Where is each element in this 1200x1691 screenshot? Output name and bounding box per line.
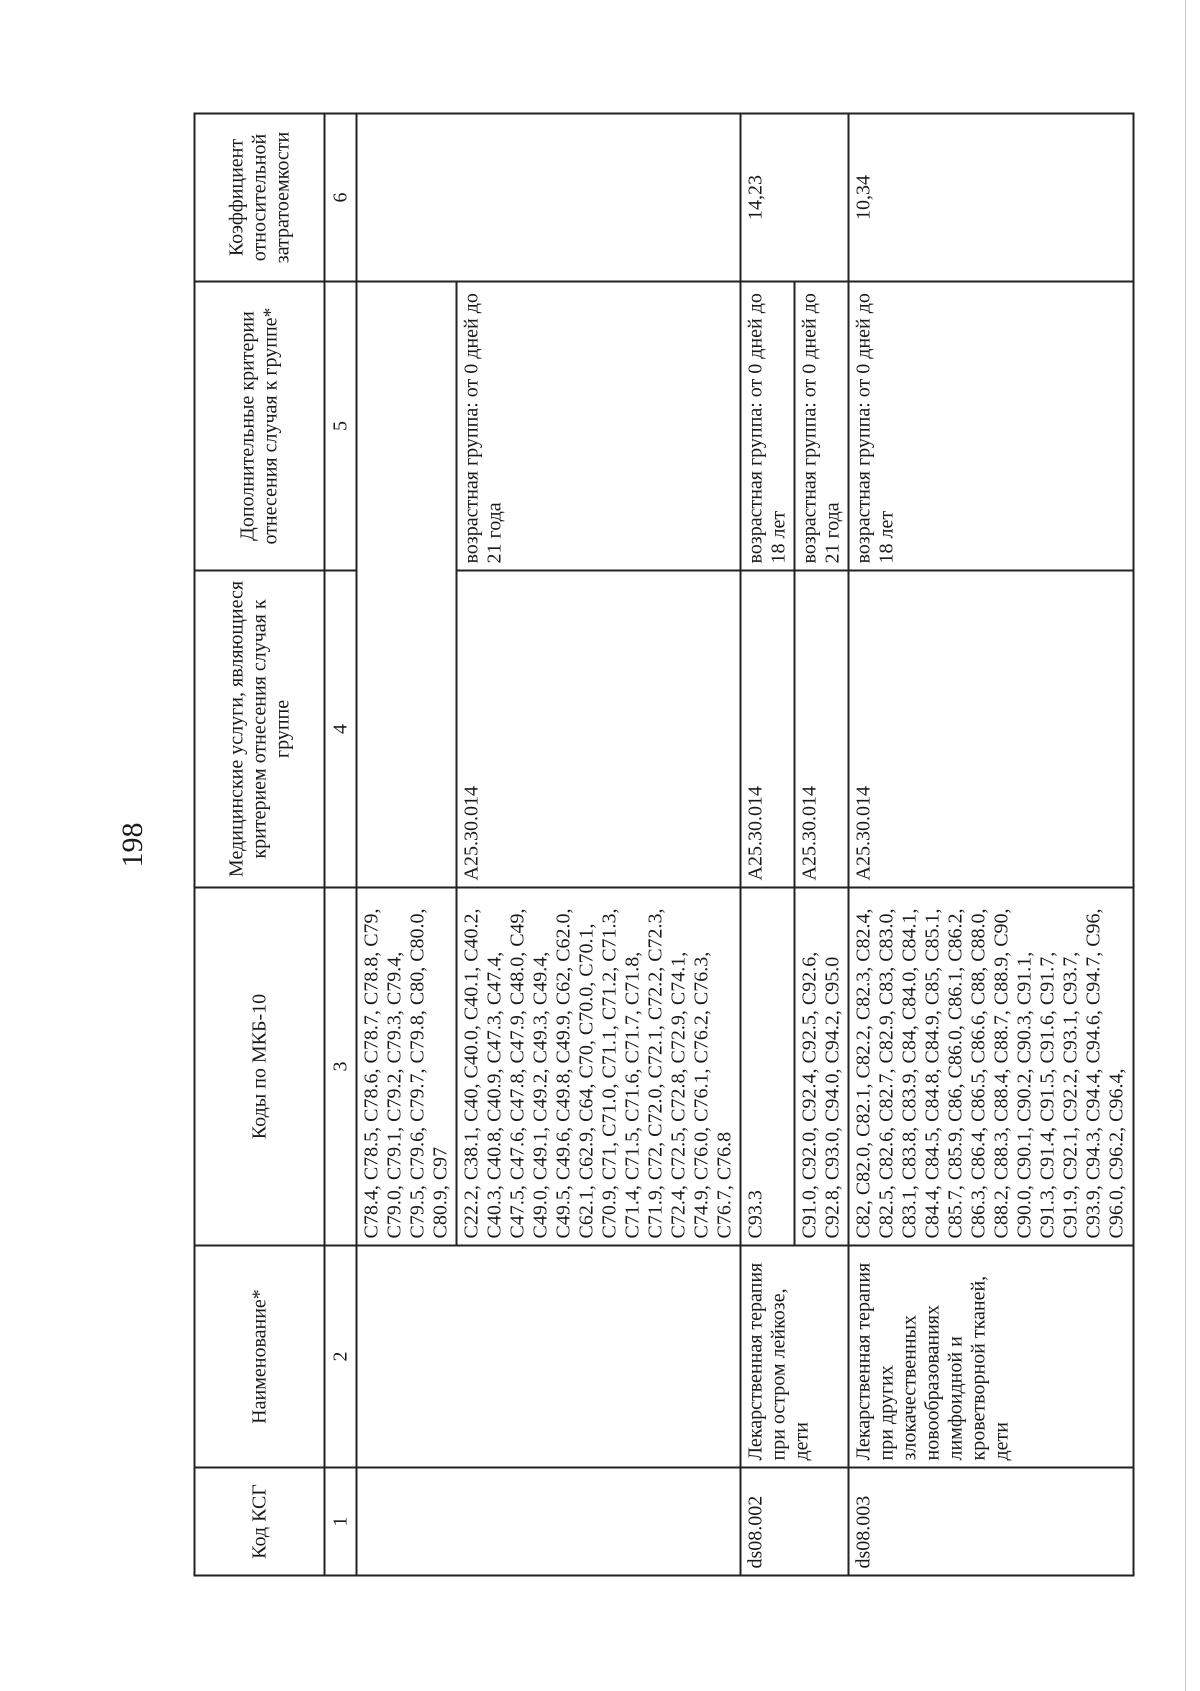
column-number: 4 — [325, 571, 357, 888]
column-number-row — [325, 114, 357, 1576]
additional-criteria-cell: возрастная группа: от 0 дней до 21 года — [457, 282, 741, 571]
header-additional-criteria: Дополнительные критерии отнесения случая к группе* — [195, 282, 325, 571]
medical-service-cell: A25.30.014 — [795, 571, 849, 888]
coefficient-cell — [357, 114, 741, 282]
coefficient-cell: 10,34 — [849, 114, 1134, 282]
header-ksg-code: Код КСГ — [195, 1468, 325, 1576]
additional-criteria-cell: возрастная группа: от 0 дней до 21 года — [795, 282, 849, 571]
header-name: Наименование* — [195, 1246, 325, 1468]
table-row — [357, 114, 457, 1576]
ksg-table — [194, 113, 1135, 1577]
page-edge-line — [1185, 0, 1186, 1691]
mkb-codes-cell: C91.0, C92.0, C92.4, C92.5, C92.6, C92.8, C93.0, C94.0, C94.2, C95.0 — [795, 888, 849, 1246]
coefficient-cell: 14,23 — [741, 114, 849, 282]
medical-service-cell: A25.30.014 — [457, 571, 741, 888]
table-row — [849, 114, 1134, 1576]
ksg-name-cell: Лекарственная терапия при других злокачественных новообразованиях лимфоидной и кроветворной тканей, дети — [849, 1246, 1134, 1468]
ksg-code-cell — [357, 1468, 741, 1576]
column-number: 1 — [325, 1468, 357, 1576]
rotated-page-content — [194, 115, 1129, 1577]
column-number: 5 — [325, 282, 357, 571]
column-number: 3 — [325, 888, 357, 1246]
ksg-name-cell — [357, 1246, 741, 1468]
medical-service-cell: A25.30.014 — [741, 571, 795, 888]
mkb-codes-cell: C93.3 — [741, 888, 795, 1246]
ksg-name-cell: Лекарственная терапия при остром лейкозе, дети — [741, 1246, 849, 1468]
mkb-codes-cell: C78.4, C78.5, C78.6, C78.7, C78.8, C79, C79.0, C79.1, C79.2, C79.3, C79.4, C79.5, C79.6, C79.7, C79.8, C80, C80.0, C80.9, C97 — [357, 888, 457, 1246]
ksg-code-cell: ds08.003 — [849, 1468, 1134, 1576]
mkb-codes-cell: C22.2, C38.1, C40, C40.0, C40.1, C40.2, C40.3, C40.8, C40.9, C47.3, C47.4, C47.5, C47.6, C47.8, C47.9, C48.0, C49, C49.0, C49.1, C49.2, C49.3, C49.4, C49.5, C49.6, C49.8, C49.9, C62, C62.0, C62.1, C62.9, C64, C70, C70.0, C70.1, C70.9, C71, C71.0, C71.1, C71.2, C71.3, C71.4, C71.5, C71.6, C71.7, C71.8, C71.9, C72, C72.0, C72.1, C72.2, C72.3, C72.4, C72.5, C72.8, C72.9, C74.1, C74.9, C76.0, C76.1, C76.2, C76.3, C76.7, C76.8 — [457, 888, 741, 1246]
mkb-codes-cell: C82, C82.0, C82.1, C82.2, C82.3, C82.4, C82.5, C82.6, C82.7, C82.9, C83, C83.0, C83.1, C83.8, C83.9, C84, C84.0, C84.1, C84.4, C84.5, C84.8, C84.9, C85, C85.1, C85.7, C85.9, C86, C86.0, C86.1, C86.2, C86.3, C86.4, C86.5, C86.6, C88, C88.0, C88.2, C88.3, C88.4, C88.7, C88.9, C90, C90.0, C90.1, C90.2, C90.3, C91.1, C91.3, C91.4, C91.5, C91.6, C91.7, C91.9, C92.1, C92.2, C93.1, C93.7, C93.9, C94.3, C94.4, C94.6, C94.7, C96, C96.0, C96.2, C96.4, — [849, 888, 1134, 1246]
column-number: 6 — [325, 114, 357, 282]
additional-criteria-cell: возрастная группа: от 0 дней до 18 лет — [741, 282, 795, 571]
header-mkb-codes: Коды по МКБ-10 — [195, 888, 325, 1246]
page-number: 198 — [116, 822, 149, 868]
table-row — [741, 114, 795, 1576]
header-medical-services: Медицинские услуги, являющиеся критерием отнесения случая к группе — [195, 571, 325, 888]
medical-service-cell: A25.30.014 — [849, 571, 1134, 888]
table-header-row — [195, 114, 325, 1576]
column-number: 2 — [325, 1246, 357, 1468]
additional-criteria-cell: возрастная группа: от 0 дней до 18 лет — [849, 282, 1134, 571]
ksg-code-cell: ds08.002 — [741, 1468, 849, 1576]
empty-cell — [357, 282, 457, 888]
header-coefficient: Коэффициент относительной затратоемкости — [195, 114, 325, 282]
